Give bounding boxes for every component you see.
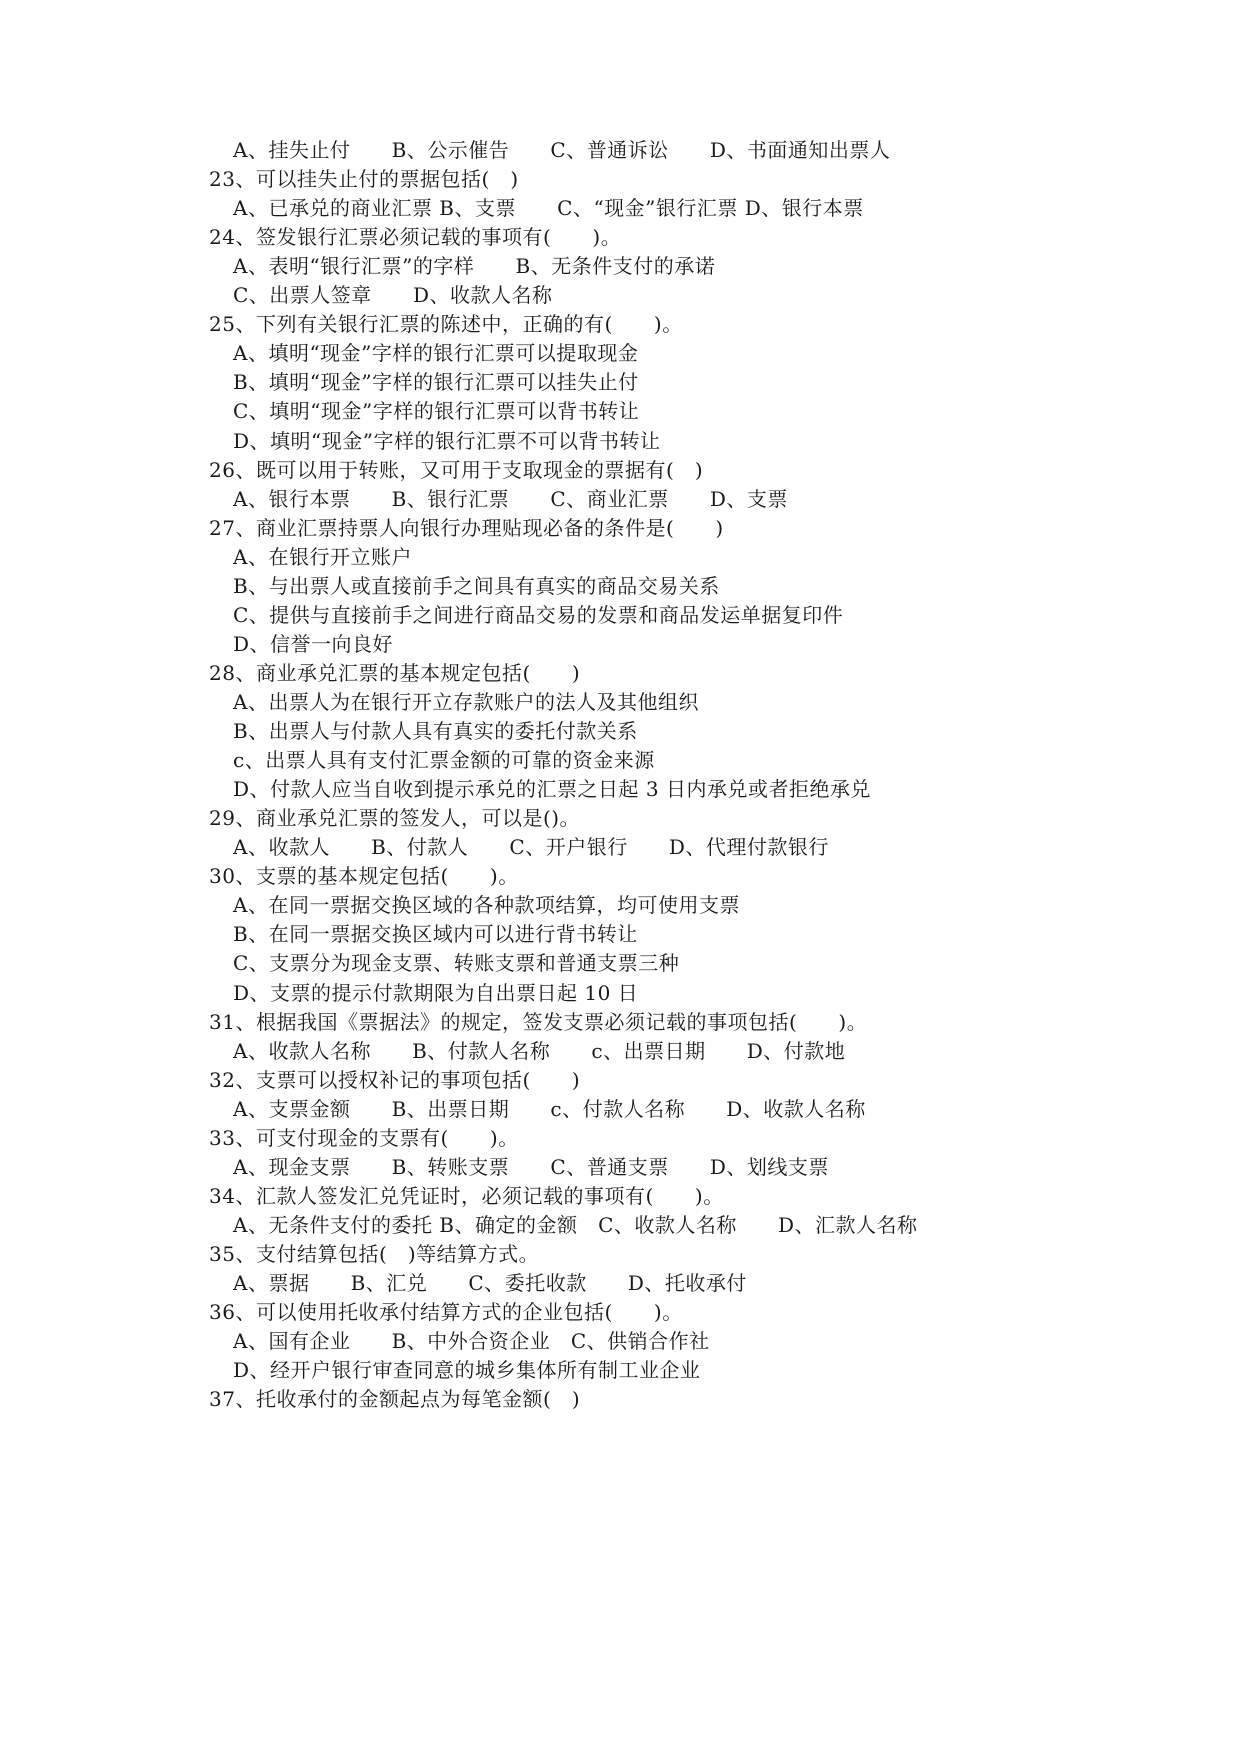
option-line: D、付款人应当自收到提示承兑的汇票之日起 3 日内承兑或者拒绝承兑 [233, 777, 871, 802]
option-line: C、填明“现金”字样的银行汇票可以背书转让 [233, 399, 640, 424]
option-line: A、票据 B、汇兑 C、委托收款 D、托收承付 [233, 1271, 747, 1295]
option-line: A、银行本票 B、银行汇票 C、商业汇票 D、支票 [233, 486, 788, 511]
question-line: 23、可以挂失止付的票据包括( ) [209, 167, 519, 192]
question-line: 33、可支付现金的支票有( )。 [209, 1125, 519, 1150]
question-line: 37、托收承付的金额起点为每笔金额( ) [209, 1387, 581, 1412]
question-line: 27、商业汇票持票人向银行办理贴现必备的条件是( ) [209, 515, 724, 540]
option-line: A、挂失止付 B、公示催告 C、普通诉讼 D、书面通知出票人 [233, 138, 891, 162]
question-line: 28、商业承兑汇票的基本规定包括( ) [209, 660, 581, 685]
option-line: A、填明“现金”字样的银行汇票可以提取现金 [233, 341, 639, 366]
option-line: A、支票金额 B、出票日期 c、付款人名称 D、收款人名称 [233, 1096, 866, 1121]
option-line: D、经开户银行审查同意的城乡集体所有制工业企业 [233, 1358, 701, 1383]
question-line: 24、签发银行汇票必须记载的事项有( )。 [209, 225, 622, 250]
option-line: A、现金支票 B、转账支票 C、普通支票 D、划线支票 [233, 1154, 829, 1179]
question-line: 26、既可以用于转账，又可用于支取现金的票据有( ) [209, 457, 704, 482]
question-line: 35、支付结算包括( )等结算方式。 [209, 1241, 540, 1266]
option-line: B、出票人与付款人具有真实的委托付款关系 [233, 719, 638, 743]
option-line: A、无条件支付的委托 B、确定的金额 C、收款人名称 D、汇款人名称 [233, 1212, 918, 1237]
option-line: D、支票的提示付款期限为自出票日起 10 日 [233, 980, 639, 1005]
question-line: 31、根据我国《票据法》的规定，签发支票必须记载的事项包括( )。 [209, 1009, 868, 1034]
question-line: 29、商业承兑汇票的签发人，可以是()。 [209, 806, 581, 831]
option-line: C、支票分为现金支票、转账支票和普通支票三种 [233, 951, 680, 976]
question-line: 25、下列有关银行汇票的陈述中，正确的有( )。 [209, 312, 683, 337]
option-line: A、表明“银行汇票”的字样 B、无条件支付的承诺 [233, 254, 716, 279]
option-line: B、与出票人或直接前手之间具有真实的商品交易关系 [233, 573, 720, 598]
question-line: 34、汇款人签发汇兑凭证时，必须记载的事项有( )。 [209, 1183, 724, 1208]
option-line: B、在同一票据交换区域内可以进行背书转让 [233, 922, 638, 947]
option-line: A、收款人 B、付款人 C、开户银行 D、代理付款银行 [233, 835, 829, 860]
option-line: A、在银行开立账户 [233, 544, 412, 569]
option-line: A、国有企业 B、中外合资企业 C、供销合作社 [233, 1329, 710, 1353]
option-line: D、信誉一向良好 [233, 631, 394, 656]
question-line: 36、可以使用托收承付结算方式的企业包括( )。 [209, 1300, 683, 1324]
question-line: 32、支票可以授权补记的事项包括( ) [209, 1067, 581, 1092]
option-line: c、出票人具有支付汇票金额的可靠的资金来源 [233, 748, 655, 773]
option-line: A、收款人名称 B、付款人名称 c、出票日期 D、付款地 [233, 1038, 846, 1063]
option-line: C、出票人签章 D、收款人名称 [233, 283, 553, 308]
option-line: A、在同一票据交换区域的各种款项结算，均可使用支票 [233, 893, 740, 918]
option-line: B、填明“现金”字样的银行汇票可以挂失止付 [233, 370, 639, 395]
option-line: A、已承兑的商业汇票 B、支票 C、“现金”银行汇票 D、银行本票 [233, 196, 864, 221]
option-line: A、出票人为在银行开立存款账户的法人及其他组织 [233, 690, 699, 714]
question-line: 30、支票的基本规定包括( )。 [209, 864, 519, 889]
option-line: D、填明“现金”字样的银行汇票不可以背书转让 [233, 428, 661, 453]
option-line: C、提供与直接前手之间进行商品交易的发票和商品发运单据复印件 [233, 602, 844, 627]
